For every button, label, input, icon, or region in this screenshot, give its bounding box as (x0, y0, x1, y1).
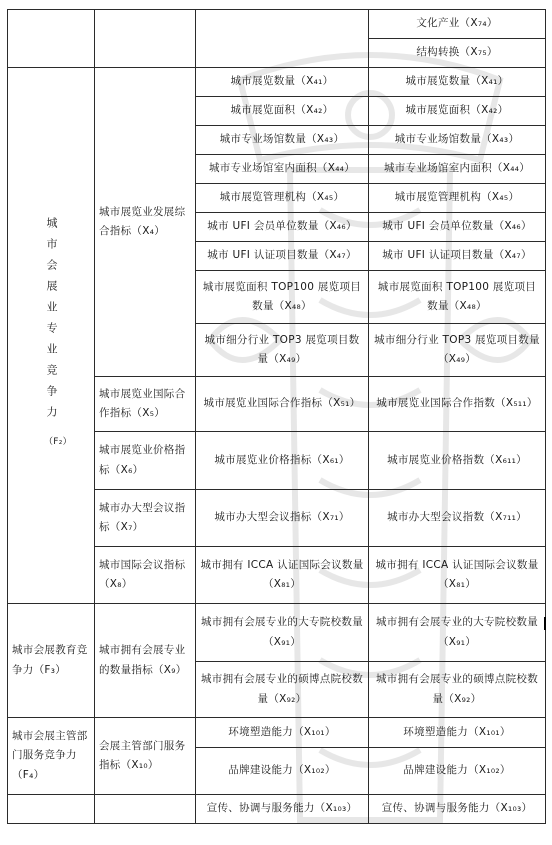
dimension-cell: 城市会展教育竞争力（F₃） (8, 604, 95, 718)
table-cell: 环境塑造能力（X₁₀₁） (196, 718, 369, 748)
table-cell: 宣传、协调与服务能力（X₁₀₃） (196, 795, 369, 824)
table-cell: 环境塑造能力（X₁₀₁） (369, 718, 546, 748)
table-cell: 城市展览面积 TOP100 展览项目数量（X₄₈） (196, 271, 369, 324)
empty-cell (8, 795, 95, 824)
table-row (8, 68, 546, 97)
indicator-cell: 会展主管部门服务指标（X₁₀） (95, 718, 196, 795)
dimension-code: （F₂） (44, 437, 72, 447)
table-cell: 城市专业场馆室内面积（X₄₄） (196, 155, 369, 184)
empty-cell (196, 10, 369, 68)
table-cell: 宣传、协调与服务能力（X₁₀₃） (369, 795, 546, 824)
table-cell: 城市拥有会展专业的大专院校数量（X₉₁） (369, 604, 546, 662)
table-cell: 城市展览面积 TOP100 展览项目数量（X₄₈） (369, 271, 546, 324)
indicator-table (7, 9, 546, 824)
indicator-cell: 城市展览业发展综合指标（X₄） (95, 68, 196, 377)
table-cell: 城市拥有会展专业的硕博点院校数量（X₉₂） (369, 662, 546, 718)
vertical-label (44, 217, 72, 454)
dimension-cell: 城市会展主管部门服务竞争力（F₄） (8, 718, 95, 795)
table-cell: 城市专业场馆数量（X₄₃） (196, 126, 369, 155)
table-cell: 结构转换（X₇₅） (369, 39, 546, 68)
table-cell: 品牌建设能力（X₁₀₂） (196, 748, 369, 795)
table-cell: 文化产业（X₇₄） (369, 10, 546, 39)
table-cell: 城市专业场馆室内面积（X₄₄） (369, 155, 546, 184)
table-cell: 城市展览面积（X₄₂） (369, 97, 546, 126)
table-row (8, 718, 546, 748)
table-cell: 城市细分行业 TOP3 展览项目数量（X₄₉） (196, 324, 369, 377)
indicator-cell: 城市国际会议指标（X₈） (95, 547, 196, 604)
indicator-cell: 城市展览业国际合作指标（X₅） (95, 377, 196, 432)
text-cursor (544, 617, 546, 630)
table-cell: 城市展览业价格指标（X₆₁） (196, 432, 369, 490)
table-row (8, 604, 546, 662)
table-cell: 城市 UFI 会员单位数量（X₄₆） (369, 213, 546, 242)
table-cell: 城市办大型会议指数（X₇₁₁） (369, 490, 546, 547)
table-cell: 城市展览管理机构（X₄₅） (196, 184, 369, 213)
empty-cell (95, 795, 196, 824)
table-cell: 城市展览面积（X₄₂） (196, 97, 369, 126)
table-cell: 城市展览业国际合作指标（X₅₁） (196, 377, 369, 432)
table-row (8, 795, 546, 824)
indicator-cell: 城市办大型会议指标（X₇） (95, 490, 196, 547)
table-cell: 城市专业场馆数量（X₄₃） (369, 126, 546, 155)
table-cell: 品牌建设能力（X₁₀₂） (369, 748, 546, 795)
dimension-label: 城市会展业专业竞争力 (45, 217, 58, 427)
table-cell: 城市展览数量（X₄₁） (196, 68, 369, 97)
table-cell: 城市拥有 ICCA 认证国际会议数量（X₈₁） (196, 547, 369, 604)
indicator-cell: 城市展览业价格指标（X₆） (95, 432, 196, 490)
dimension-cell (8, 68, 95, 604)
table-cell: 城市展览业价格指数（X₆₁₁） (369, 432, 546, 490)
table-cell: 城市细分行业 TOP3 展览项目数量（X₄₉） (369, 324, 546, 377)
table-cell: 城市 UFI 认证项目数量（X₄₇） (369, 242, 546, 271)
table-cell: 城市拥有会展专业的硕博点院校数量（X₉₂） (196, 662, 369, 718)
table-cell: 城市展览业国际合作指数（X₅₁₁） (369, 377, 546, 432)
indicator-cell: 城市拥有会展专业的数量指标（X₉） (95, 604, 196, 718)
empty-cell (95, 10, 196, 68)
table-row (8, 10, 546, 39)
table-cell: 城市展览数量（X₄₁） (369, 68, 546, 97)
table-cell: 城市拥有会展专业的大专院校数量（X₉₁） (196, 604, 369, 662)
table-cell: 城市 UFI 认证项目数量（X₄₇） (196, 242, 369, 271)
table-cell: 城市展览管理机构（X₄₅） (369, 184, 546, 213)
table-cell: 城市拥有 ICCA 认证国际会议数量（X₈₁） (369, 547, 546, 604)
empty-cell (8, 10, 95, 68)
table-cell: 城市办大型会议指标（X₇₁） (196, 490, 369, 547)
table-cell: 城市 UFI 会员单位数量（X₄₆） (196, 213, 369, 242)
